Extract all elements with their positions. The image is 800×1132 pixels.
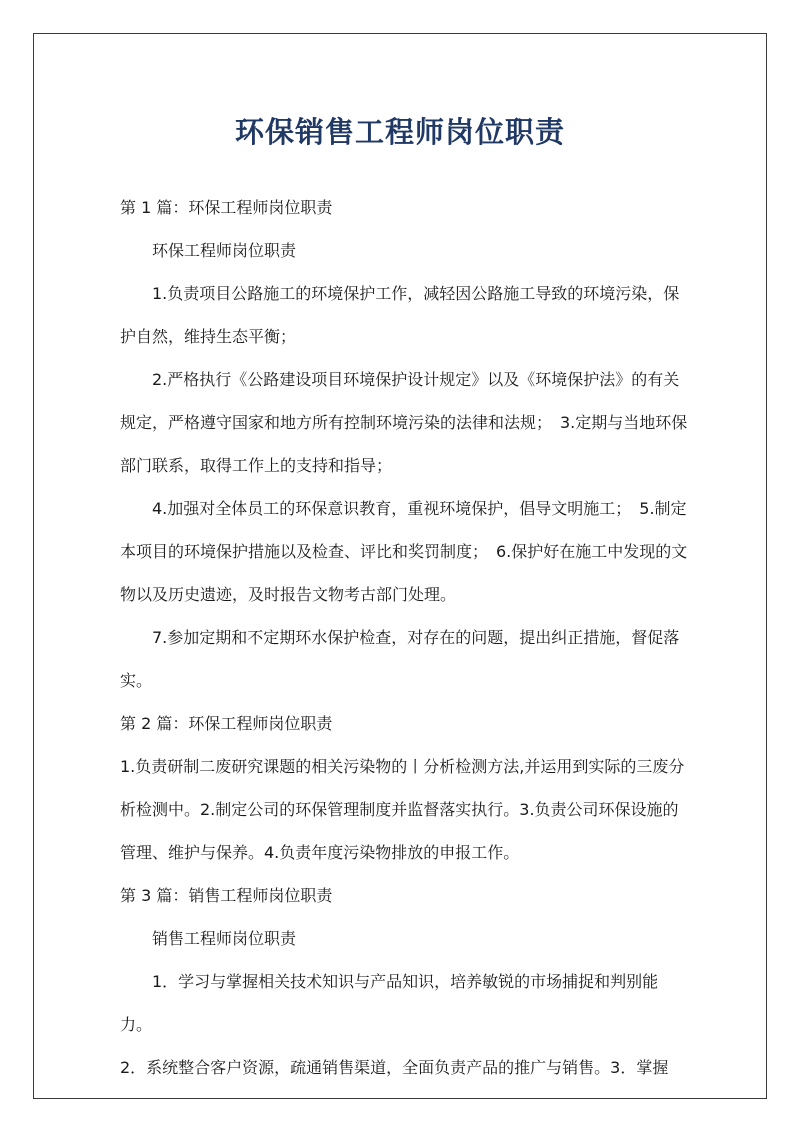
section-heading-1: 第 1 篇：环保工程师岗位职责	[120, 198, 333, 217]
paragraph: 1.负责研制二废研究课题的相关污染物的丨分析检测方法,并运用到实际的三废分析检测中。2.制定公司的环保管理制度并监督落实执行。3.负责公司环保设施的管理、维护与保养。4.负责年度污染物排放的申报工作。	[120, 757, 685, 862]
paragraph: 1．学习与掌握相关技术知识与产品知识，培养敏锐的市场捕捉和判别能力。	[120, 972, 659, 1034]
paragraph: 2.严格执行《公路建设项目环境保护设计规定》以及《环境保护法》的有关规定，严格遵守国家和地方所有控制环境污染的法律和法规； 3.定期与当地环保部门联系，取得工作上的支持和指导；	[120, 370, 688, 475]
paragraph: 2．系统整合客户资源，疏通销售渠道，全面负责产品的推广与销售。3．掌握	[120, 1058, 669, 1077]
paragraph: 7.参加定期和不定期环水保护检查，对存在的问题，提出纠正措施，督促落实。	[120, 628, 680, 690]
document-title: 环保销售工程师岗位职责	[234, 115, 565, 149]
document-body	[120, 186, 690, 1089]
section-heading-3: 第 3 篇：销售工程师岗位职责	[120, 886, 333, 905]
section-heading-2: 第 2 篇：环保工程师岗位职责	[120, 714, 333, 733]
paragraph: 环保工程师岗位职责	[152, 241, 297, 260]
paragraph: 销售工程师岗位职责	[152, 929, 297, 948]
paragraph: 4.加强对全体员工的环保意识教育，重视环境保护，倡导文明施工； 5.制定本项目的环境保护措施以及检查、评比和奖罚制度； 6.保护好在施工中发现的文物以及历史遗迹，及时报告文物考古部门处理。	[120, 499, 688, 604]
paragraph: 1.负责项目公路施工的环境保护工作，减轻因公路施工导致的环境污染，保护自然，维持生态平衡；	[120, 284, 680, 346]
